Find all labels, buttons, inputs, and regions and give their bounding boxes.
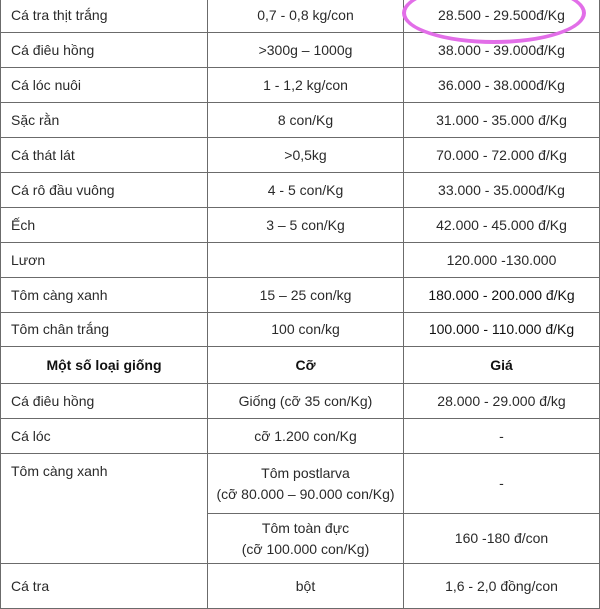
table-row <box>1 33 600 68</box>
fish-name: Cá điêu hồng <box>1 33 208 68</box>
seed-size-line: Tôm toàn đực <box>261 519 350 536</box>
seed-header-price: Giá <box>404 347 600 384</box>
table-row <box>1 0 600 33</box>
seed-size: cỡ 1.200 con/Kg <box>208 419 404 454</box>
table-row <box>1 208 600 243</box>
seed-size <box>208 454 404 514</box>
fish-price: 180.000 - 200.000 đ/Kg <box>404 278 600 313</box>
seed-name: Cá điêu hồng <box>1 384 208 419</box>
fish-name: Ếch <box>1 208 208 243</box>
fish-size: 4 - 5 con/Kg <box>208 173 404 208</box>
fish-price: 33.000 - 35.000đ/Kg <box>404 173 600 208</box>
table-row <box>1 454 600 514</box>
seed-size-line: Tôm postlarva <box>261 464 350 481</box>
table-row <box>1 419 600 454</box>
seed-size-line: (cỡ 80.000 – 90.000 con/Kg) <box>216 485 395 502</box>
fish-name: Tôm càng xanh <box>1 278 208 313</box>
fish-size <box>208 243 404 278</box>
seed-header-size: Cỡ <box>208 347 404 384</box>
fish-name: Lươn <box>1 243 208 278</box>
table-row <box>1 313 600 347</box>
fish-name: Cá thát lát <box>1 138 208 173</box>
fish-size: 3 – 5 con/Kg <box>208 208 404 243</box>
table-row <box>1 103 600 138</box>
fish-size: 1 - 1,2 kg/con <box>208 68 404 103</box>
fish-size: 100 con/kg <box>208 313 404 347</box>
seed-size <box>208 514 404 564</box>
fish-price: 38.000 - 39.000đ/Kg <box>404 33 600 68</box>
seed-header-name: Một số loại giống <box>1 347 208 384</box>
seed-name: Cá tra <box>1 564 208 609</box>
fish-price: 100.000 - 110.000 đ/Kg <box>404 313 600 347</box>
seed-price: 1,6 - 2,0 đồng/con <box>404 564 600 609</box>
seed-header-row <box>1 347 600 384</box>
seed-price: 160 -180 đ/con <box>404 514 600 564</box>
fish-price: 120.000 -130.000 <box>404 243 600 278</box>
table-row <box>1 68 600 103</box>
seed-size-line: (cỡ 100.000 con/Kg) <box>241 540 370 557</box>
fish-price: 31.000 - 35.000 đ/Kg <box>404 103 600 138</box>
fish-price: 36.000 - 38.000đ/Kg <box>404 68 600 103</box>
seed-price: 28.000 - 29.000 đ/kg <box>404 384 600 419</box>
table-row <box>1 173 600 208</box>
fish-size: 8 con/Kg <box>208 103 404 138</box>
fish-size: 0,7 - 0,8 kg/con <box>208 0 404 33</box>
table-row <box>1 243 600 278</box>
seed-price: - <box>404 419 600 454</box>
seed-name: Cá lóc <box>1 419 208 454</box>
fish-price: 42.000 - 45.000 đ/Kg <box>404 208 600 243</box>
fish-size: >0,5kg <box>208 138 404 173</box>
fish-size: >300g – 1000g <box>208 33 404 68</box>
table-row <box>1 384 600 419</box>
fish-name: Cá tra thịt trắng <box>1 0 208 33</box>
fish-size: 15 – 25 con/kg <box>208 278 404 313</box>
fish-price: 70.000 - 72.000 đ/Kg <box>404 138 600 173</box>
seed-size: Giống (cỡ 35 con/Kg) <box>208 384 404 419</box>
table-row <box>1 138 600 173</box>
fish-price: 28.500 - 29.500đ/Kg <box>404 0 600 33</box>
seed-name: Tôm càng xanh <box>1 454 208 564</box>
fish-name: Sặc rằn <box>1 103 208 138</box>
seed-price: - <box>404 454 600 514</box>
fish-name: Cá lóc nuôi <box>1 68 208 103</box>
fish-name: Tôm chân trắng <box>1 313 208 347</box>
fish-name: Cá rô đầu vuông <box>1 173 208 208</box>
table-row <box>1 564 600 609</box>
seed-size: bột <box>208 564 404 609</box>
table-row <box>1 278 600 313</box>
